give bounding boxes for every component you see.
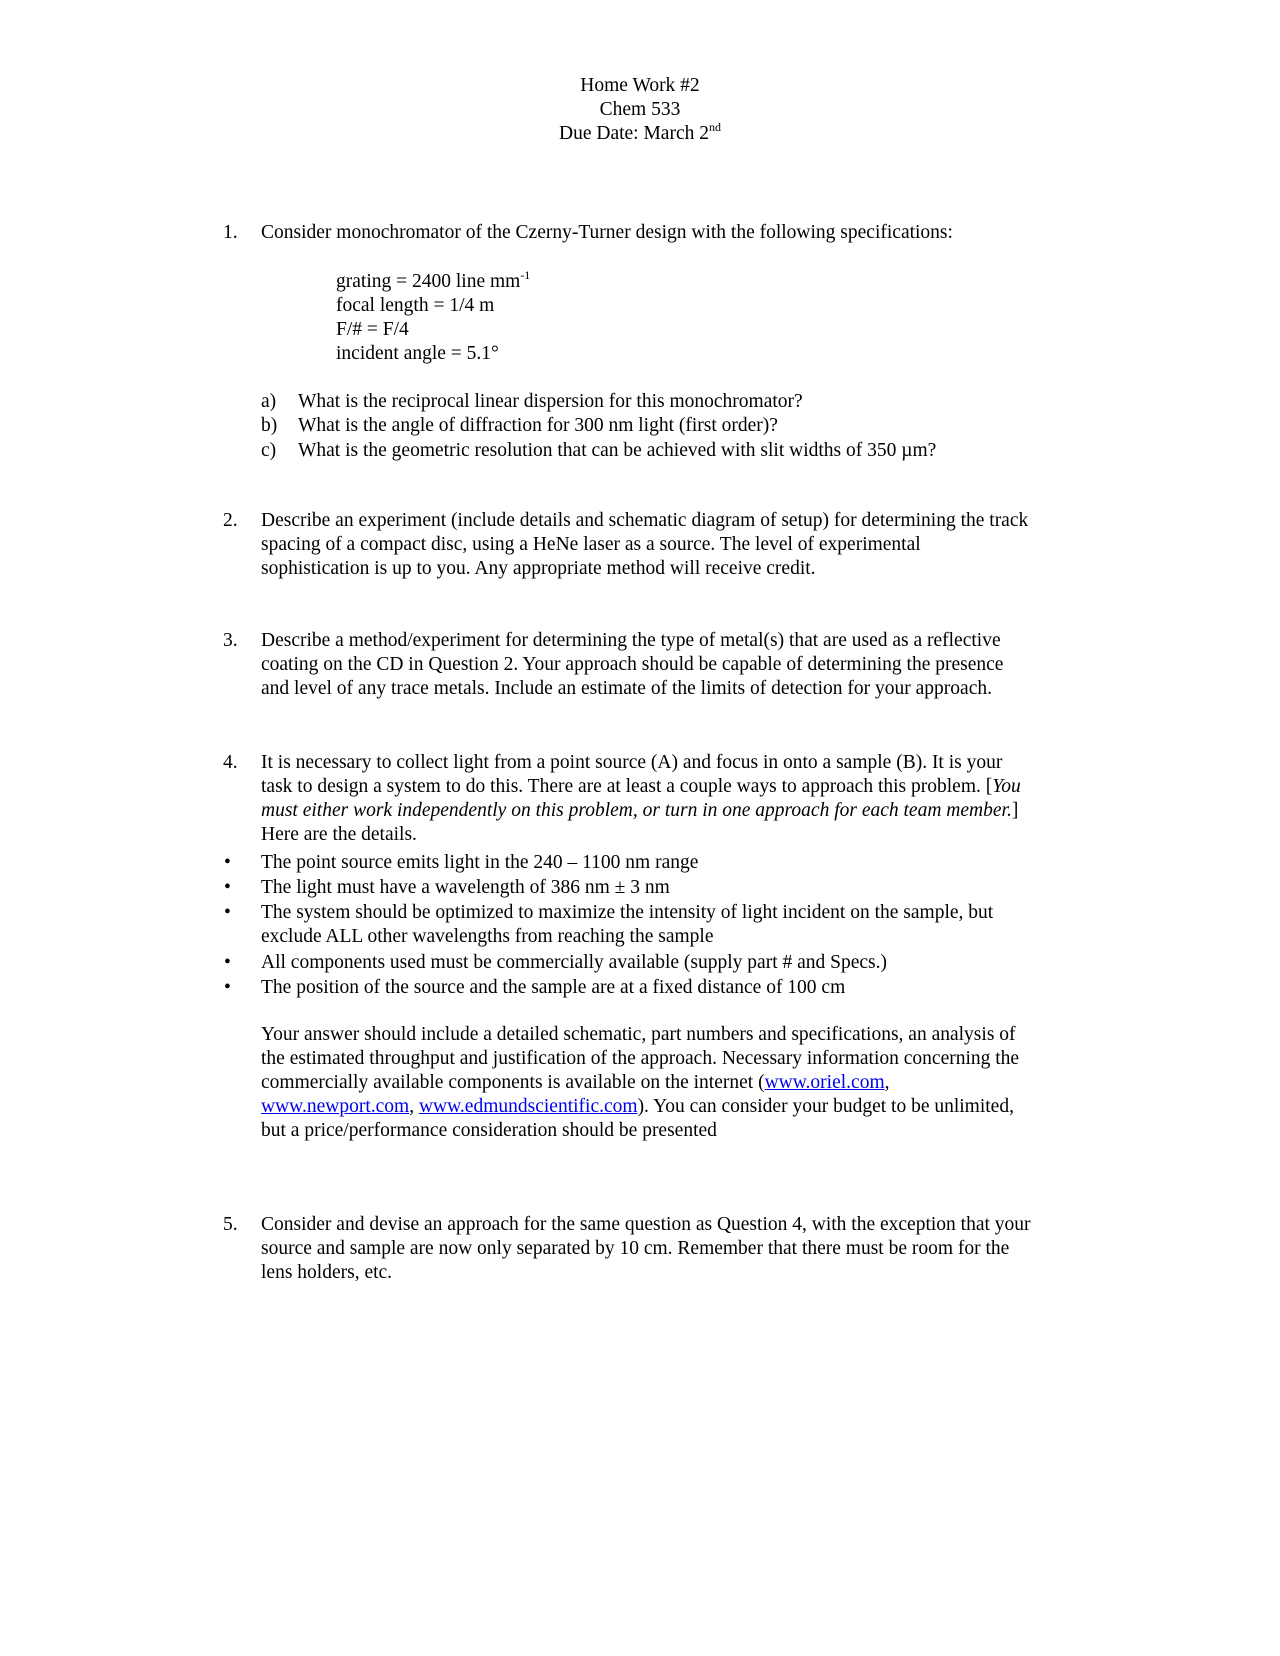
spec-grating-text: grating = 2400 line mm xyxy=(336,271,521,292)
question-4-line-4: Here are the details. xyxy=(261,824,417,845)
part-c-text: What is the geometric resolution that can be achieved with slit widths of 350 µm? xyxy=(298,440,937,461)
bullet-components: All components used must be commercially available (supply part # and Specs.) xyxy=(261,952,888,973)
spec-focal-length: focal length = 1/4 m xyxy=(336,295,495,316)
question-1-part-b xyxy=(261,414,778,438)
question-3-text xyxy=(261,629,1101,701)
paragraph-line-4-sep: , xyxy=(409,1096,419,1117)
question-5-text xyxy=(261,1213,1101,1285)
paragraph-line-3 xyxy=(261,1071,1101,1095)
question-4-line-2-text: task to design a system to do this. There are at least a couple ways to approach this problem. [ xyxy=(261,776,993,797)
part-c-label: c) xyxy=(261,440,277,461)
document-header xyxy=(0,74,1280,146)
bullet-optimize-line-2: exclude ALL other wavelengths from reaching the sample xyxy=(261,926,714,947)
paragraph-line-3-text: commercially available components is available on the internet ( xyxy=(261,1072,765,1093)
question-5-line-1: Consider and devise an approach for the same question as Question 4, with the exception that your xyxy=(261,1214,1031,1235)
question-4-line-2 xyxy=(261,775,1101,799)
part-a-text: What is the reciprocal linear dispersion for this monochromator? xyxy=(298,391,803,412)
bullet-point-source: The point source emits light in the 240 – 1100 nm range xyxy=(261,852,699,873)
bullet-icon: • xyxy=(224,977,231,998)
part-b-text: What is the angle of diffraction for 300 nm light (first order)? xyxy=(298,415,778,436)
question-1-number: 1. xyxy=(223,222,238,243)
bullet-optimize-line-1: The system should be optimized to maximize the intensity of light incident on the sample, but xyxy=(261,902,994,923)
question-3-line-3: and level of any trace metals. Include an estimate of the limits of detection for your approach. xyxy=(261,678,992,699)
spec-incident-angle: incident angle = 5.1° xyxy=(336,343,499,364)
spec-grating xyxy=(336,267,531,294)
due-date-text: Due Date: March 2 xyxy=(559,123,709,144)
question-2-line-2: spacing of a compact disc, using a HeNe laser as a source. The level of experimental xyxy=(261,534,921,555)
paragraph-line-5: but a price/performance consideration should be presented xyxy=(261,1120,717,1141)
question-2-text xyxy=(261,509,1101,581)
bullet-icon: • xyxy=(224,952,231,973)
paragraph-line-3-comma: , xyxy=(884,1072,890,1093)
spec-grating-exponent: -1 xyxy=(520,267,531,282)
question-3-number: 3. xyxy=(223,630,238,651)
question-4-team-note: must either work independently on this problem, or turn in one approach for each team member. xyxy=(261,800,1012,821)
paragraph-line-4 xyxy=(261,1095,1101,1119)
paragraph-line-2: the estimated throughput and justification of the approach. Necessary information concerning the xyxy=(261,1048,1020,1069)
question-3-line-2: coating on the CD in Question 2. Your approach should be capable of determining the presence xyxy=(261,654,1004,675)
question-1-part-c xyxy=(261,439,936,463)
question-3-line-1: Describe a method/experiment for determining the type of metal(s) that are used as a reflective xyxy=(261,630,1001,651)
paragraph-line-4-text: ). You can consider your budget to be unlimited, xyxy=(637,1096,1014,1117)
question-4-line-1: It is necessary to collect light from a point source (A) and focus in onto a sample (B). It is your xyxy=(261,752,1003,773)
homework-title: Home Work #2 xyxy=(580,75,700,96)
bullet-wavelength: The light must have a wavelength of 386 nm ± 3 nm xyxy=(261,877,670,898)
question-2-line-3: sophistication is up to you. Any appropriate method will receive credit. xyxy=(261,558,816,579)
part-a-label: a) xyxy=(261,391,277,412)
link-edmundscientific[interactable]: www.edmundscientific.com xyxy=(418,1096,638,1117)
question-1-text: Consider monochromator of the Czerny-Turner design with the following specifications: xyxy=(261,222,953,243)
link-newport[interactable]: www.newport.com xyxy=(261,1096,410,1117)
question-4-text xyxy=(261,751,1101,847)
question-5-line-2: source and sample are now only separated by 10 cm. Remember that there must be room for the xyxy=(261,1238,1010,1259)
question-4-line-3 xyxy=(261,799,1101,823)
question-2-number: 2. xyxy=(223,510,238,531)
part-b-label: b) xyxy=(261,415,278,436)
question-5-line-3: lens holders, etc. xyxy=(261,1262,393,1283)
question-2-line-1: Describe an experiment (include details and schematic diagram of setup) for determining the track xyxy=(261,510,1029,531)
question-1-part-a xyxy=(261,390,803,414)
bullet-icon: • xyxy=(224,852,231,873)
due-date xyxy=(0,119,1280,146)
question-5-number: 5. xyxy=(223,1214,238,1235)
paragraph-line-1: Your answer should include a detailed schematic, part numbers and specifications, an analysis of xyxy=(261,1024,1016,1045)
due-date-suffix: nd xyxy=(708,119,721,134)
question-4-line-2-italic: You xyxy=(992,776,1021,797)
question-4-answer-paragraph xyxy=(261,1023,1101,1143)
bullet-distance: The position of the source and the sample are at a fixed distance of 100 cm xyxy=(261,977,846,998)
link-oriel[interactable]: www.oriel.com xyxy=(764,1072,885,1093)
bullet-icon: • xyxy=(224,877,231,898)
question-1-specs xyxy=(336,267,531,366)
course-name: Chem 533 xyxy=(599,99,681,120)
spec-f-number: F/# = F/4 xyxy=(336,319,409,340)
bullet-icon: • xyxy=(224,902,231,923)
question-4-number: 4. xyxy=(223,752,238,773)
bullet-optimize xyxy=(261,901,1101,949)
question-4-bracket-close: ] xyxy=(1011,800,1019,821)
